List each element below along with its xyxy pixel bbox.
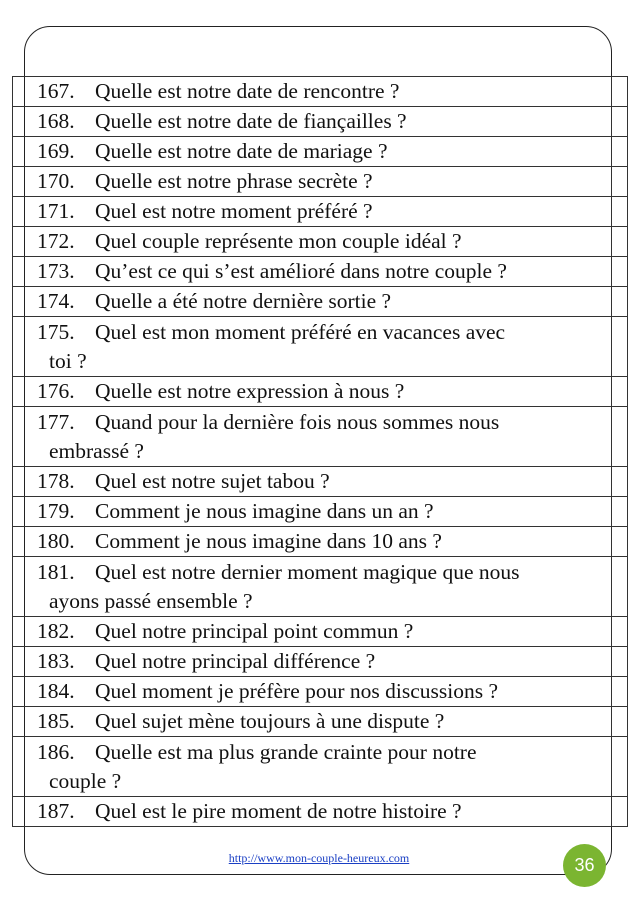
question-cell: [13, 287, 612, 317]
question-row: [13, 167, 628, 197]
question-row: [13, 407, 628, 467]
question-cell: [13, 107, 612, 137]
question-cell: [13, 737, 612, 797]
question-text: Comment je nous imagine dans 10 ans ?: [95, 529, 442, 553]
question-text: Quel notre principal différence ?: [95, 649, 376, 673]
question-cell: [13, 497, 612, 527]
question-side-cell: [612, 617, 628, 647]
question-side-cell: [612, 737, 628, 797]
question-cell: [13, 707, 612, 737]
question-row: [13, 107, 628, 137]
question-row: [13, 317, 628, 377]
question-number: 175.: [37, 319, 75, 344]
question-text: Quelle est notre date de fiançailles ?: [95, 109, 407, 133]
question-text: Quel couple représente mon couple idéal ?: [95, 229, 462, 253]
question-side-cell: [612, 317, 628, 377]
question-side-cell: [612, 107, 628, 137]
question-side-cell: [612, 707, 628, 737]
question-cell: [13, 677, 612, 707]
question-text: Quel est le pire moment de notre histoire ?: [95, 799, 462, 823]
question-number: 185.: [37, 709, 75, 733]
page-number-badge: 36: [563, 844, 606, 887]
question-side-cell: [612, 287, 628, 317]
question-row: [13, 677, 628, 707]
question-side-cell: [612, 647, 628, 677]
question-text: Quelle est notre expression à nous ?: [95, 379, 405, 403]
question-number: 177.: [37, 409, 75, 434]
question-cell: [13, 167, 612, 197]
question-row: [13, 137, 628, 167]
question-number: 169.: [37, 139, 75, 163]
question-side-cell: [612, 257, 628, 287]
question-side-cell: [612, 527, 628, 557]
question-side-cell: [612, 167, 628, 197]
question-row: [13, 467, 628, 497]
question-text: Quel est notre sujet tabou ?: [95, 469, 330, 493]
question-number: 187.: [37, 799, 75, 823]
question-cell: [13, 197, 612, 227]
question-number: 167.: [37, 79, 75, 103]
question-row: [13, 797, 628, 827]
question-cell: [13, 647, 612, 677]
question-cell: [13, 617, 612, 647]
question-text: Quel est notre moment préféré ?: [95, 199, 373, 223]
question-number: 173.: [37, 259, 75, 283]
question-row: [13, 647, 628, 677]
question-side-cell: [612, 137, 628, 167]
question-cell: [13, 407, 612, 467]
question-cell: [13, 317, 612, 377]
question-number: 184.: [37, 679, 75, 703]
question-row: [13, 197, 628, 227]
question-side-cell: [612, 467, 628, 497]
question-text-continuation: toi ?: [49, 348, 87, 373]
question-text: Quand pour la dernière fois nous sommes nous: [95, 409, 500, 434]
question-number: 176.: [37, 379, 75, 403]
question-text-continuation: couple ?: [49, 768, 122, 793]
question-number: 181.: [37, 559, 75, 584]
question-text: Quelle est notre phrase secrète ?: [95, 169, 373, 193]
question-text: Quelle a été notre dernière sortie ?: [95, 289, 392, 313]
question-row: [13, 737, 628, 797]
question-text: Quel moment je préfère pour nos discussions ?: [95, 679, 499, 703]
question-cell: [13, 557, 612, 617]
question-side-cell: [612, 377, 628, 407]
question-side-cell: [612, 497, 628, 527]
question-number: 179.: [37, 499, 75, 523]
question-text-continuation: embrassé ?: [49, 438, 144, 463]
question-number: 182.: [37, 619, 75, 643]
question-number: 180.: [37, 529, 75, 553]
question-number: 172.: [37, 229, 75, 253]
question-text: Quel est mon moment préféré en vacances avec: [95, 319, 506, 344]
question-text: Quel notre principal point commun ?: [95, 619, 414, 643]
question-cell: [13, 797, 612, 827]
question-number: 183.: [37, 649, 75, 673]
question-row: [13, 77, 628, 107]
question-side-cell: [612, 407, 628, 467]
question-row: [13, 287, 628, 317]
question-row: [13, 257, 628, 287]
question-side-cell: [612, 227, 628, 257]
question-number: 178.: [37, 469, 75, 493]
question-text-continuation: ayons passé ensemble ?: [49, 588, 253, 613]
question-side-cell: [612, 557, 628, 617]
question-text: Qu’est ce qui s’est amélioré dans notre couple ?: [95, 259, 507, 283]
question-row: [13, 227, 628, 257]
question-text: Quelle est ma plus grande crainte pour notre: [95, 739, 477, 764]
question-cell: [13, 257, 612, 287]
question-text: Quel sujet mène toujours à une dispute ?: [95, 709, 445, 733]
question-row: [13, 497, 628, 527]
question-cell: [13, 527, 612, 557]
question-number: 174.: [37, 289, 75, 313]
question-row: [13, 617, 628, 647]
question-cell: [13, 377, 612, 407]
question-row: [13, 527, 628, 557]
question-row: [13, 707, 628, 737]
question-number: 171.: [37, 199, 75, 223]
question-text: Quel est notre dernier moment magique que nous: [95, 559, 520, 584]
question-text: Comment je nous imagine dans un an ?: [95, 499, 434, 523]
question-text: Quelle est notre date de mariage ?: [95, 139, 388, 163]
question-row: [13, 557, 628, 617]
question-side-cell: [612, 797, 628, 827]
question-number: 170.: [37, 169, 75, 193]
questions-table: [12, 76, 628, 827]
footer-website-link[interactable]: http://www.mon-couple-heureux.com: [228, 851, 410, 865]
question-row: [13, 377, 628, 407]
question-cell: [13, 467, 612, 497]
question-cell: [13, 137, 612, 167]
question-side-cell: [612, 677, 628, 707]
question-cell: [13, 227, 612, 257]
question-number: 186.: [37, 739, 75, 764]
questions-table-body: [13, 77, 628, 827]
question-cell: [13, 77, 612, 107]
question-number: 168.: [37, 109, 75, 133]
question-text: Quelle est notre date de rencontre ?: [95, 79, 400, 103]
question-side-cell: [612, 77, 628, 107]
question-side-cell: [612, 197, 628, 227]
